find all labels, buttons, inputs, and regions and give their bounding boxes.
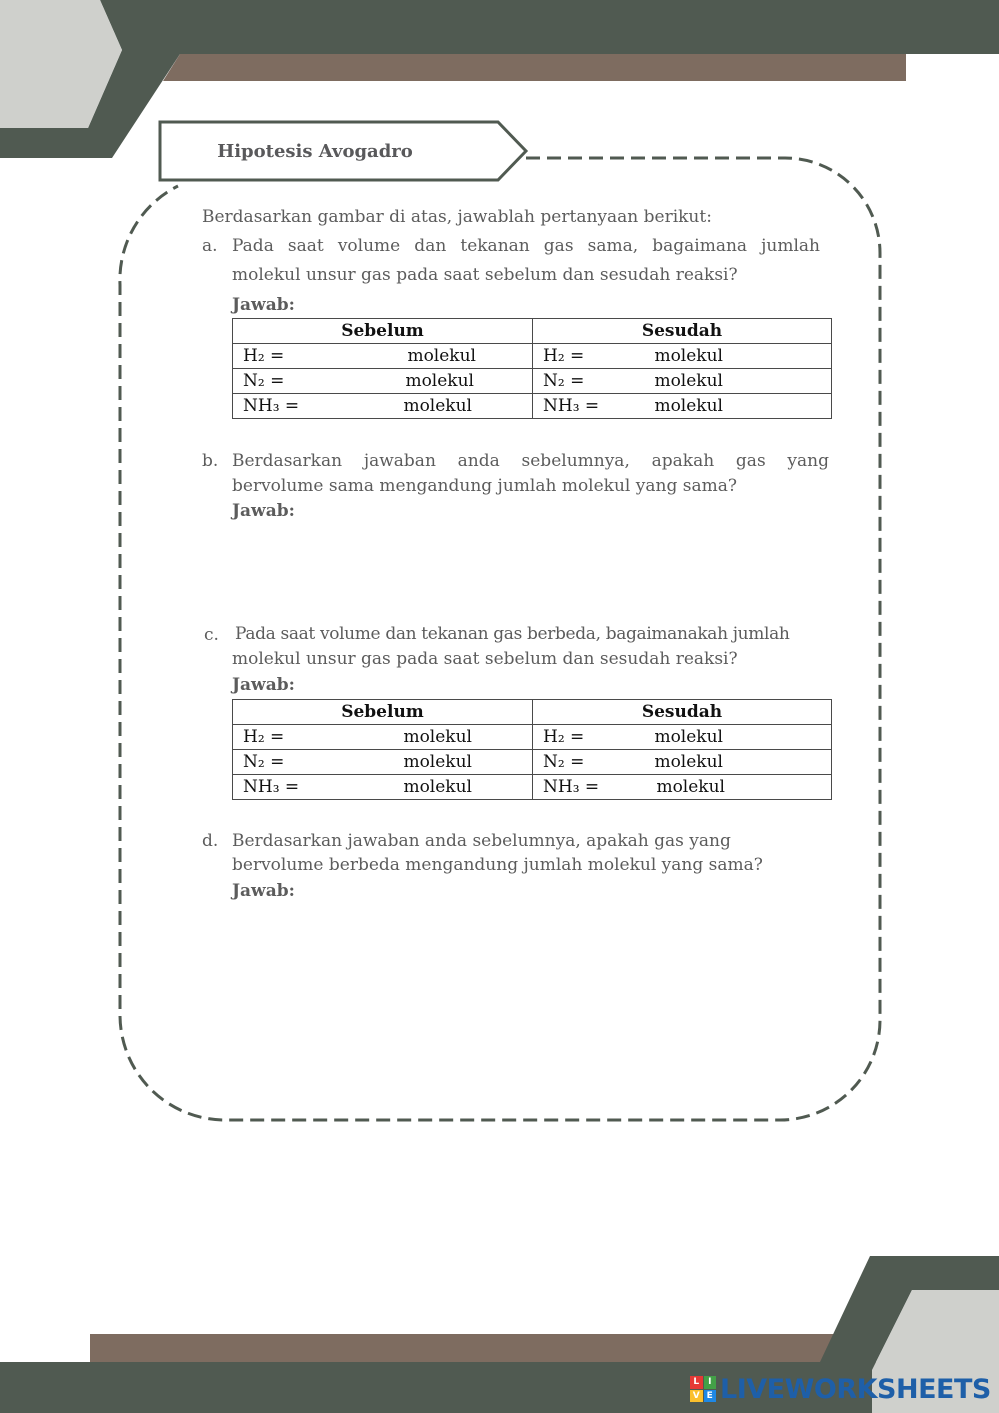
header-before: Sebelum — [233, 319, 533, 344]
symbol: NH₃ = — [243, 777, 300, 797]
header-before: Sebelum — [233, 700, 533, 725]
question-b-line2: bervolume sama mengandung jumlah molekul yang sama? — [232, 476, 737, 496]
symbol: NH₃ = — [243, 396, 300, 416]
unit: molekul — [656, 777, 725, 797]
symbol: H₂ = — [243, 346, 285, 366]
unit: molekul — [654, 727, 723, 747]
bottom-brown-band — [90, 1334, 850, 1362]
symbol: N₂ = — [543, 752, 585, 772]
symbol: N₂ = — [243, 752, 285, 772]
cell-after[interactable] — [533, 394, 832, 419]
intro-text: Berdasarkan gambar di atas, jawablah pertanyaan berikut: — [202, 207, 712, 227]
unit: molekul — [654, 371, 723, 391]
jawab-label-d: Jawab: — [232, 881, 295, 901]
question-d-marker: d. — [202, 831, 219, 851]
symbol: H₂ = — [243, 727, 285, 747]
symbol: H₂ = — [543, 346, 585, 366]
unit: molekul — [654, 752, 723, 772]
unit: molekul — [405, 371, 474, 391]
cell-before[interactable] — [233, 775, 533, 800]
title-tab — [160, 122, 500, 180]
logo-mark-letter: E — [704, 1390, 717, 1403]
symbol: H₂ = — [543, 727, 585, 747]
liveworksheets-logo[interactable] — [690, 1372, 991, 1406]
symbol: NH₃ = — [543, 777, 600, 797]
cell-before[interactable] — [233, 750, 533, 775]
unit: molekul — [403, 777, 472, 797]
symbol: NH₃ = — [543, 396, 600, 416]
question-d-line2: bervolume berbeda mengandung jumlah molekul yang sama? — [232, 855, 763, 875]
logo-text: LIVEWORKSHEETS — [720, 1373, 991, 1405]
cell-after[interactable] — [533, 369, 832, 394]
question-a-marker: a. — [202, 236, 218, 256]
cell-before[interactable] — [233, 394, 533, 419]
question-d-line1: Berdasarkan jawaban anda sebelumnya, apakah gas yang — [232, 831, 731, 851]
answer-table-a — [232, 318, 832, 419]
cell-after[interactable] — [533, 775, 832, 800]
logo-mark-letter: I — [704, 1376, 717, 1389]
question-a-line2: molekul unsur gas pada saat sebelum dan sesudah reaksi? — [232, 265, 738, 285]
page-title: Hipotesis Avogadro — [217, 140, 413, 162]
top-brown-band — [163, 54, 906, 81]
table-row — [233, 369, 832, 394]
cell-before[interactable] — [233, 725, 533, 750]
cell-before[interactable] — [233, 344, 533, 369]
unit: molekul — [403, 727, 472, 747]
jawab-label-c: Jawab: — [232, 675, 295, 695]
cell-after[interactable] — [533, 725, 832, 750]
header-after: Sesudah — [533, 319, 832, 344]
cell-before[interactable] — [233, 369, 533, 394]
logo-mark-icon — [690, 1376, 716, 1402]
unit: molekul — [407, 346, 476, 366]
table-row — [233, 394, 832, 419]
logo-mark-letter: L — [690, 1376, 703, 1389]
cell-after[interactable] — [533, 344, 832, 369]
cell-after[interactable] — [533, 750, 832, 775]
question-b-line1: Berdasarkan jawaban anda sebelumnya, apakah gas yang — [232, 451, 829, 471]
symbol: N₂ = — [243, 371, 285, 391]
question-a-line1: Pada saat volume dan tekanan gas sama, bagaimana jumlah — [232, 236, 820, 256]
symbol: N₂ = — [543, 371, 585, 391]
unit: molekul — [654, 346, 723, 366]
header-after: Sesudah — [533, 700, 832, 725]
jawab-label-b: Jawab: — [232, 501, 295, 521]
table-row — [233, 725, 832, 750]
logo-mark-letter: V — [690, 1390, 703, 1403]
question-c-marker: c. — [204, 625, 219, 645]
unit: molekul — [403, 752, 472, 772]
unit: molekul — [654, 396, 723, 416]
question-c-line1: Pada saat volume dan tekanan gas berbeda, bagaimanakah jumlah — [235, 624, 790, 644]
jawab-label-a: Jawab: — [232, 295, 295, 315]
table-row — [233, 775, 832, 800]
unit: molekul — [403, 396, 472, 416]
table-row — [233, 344, 832, 369]
question-c-line2: molekul unsur gas pada saat sebelum dan sesudah reaksi? — [232, 649, 738, 669]
table-row — [233, 750, 832, 775]
answer-table-c — [232, 699, 832, 800]
question-b-marker: b. — [202, 451, 219, 471]
